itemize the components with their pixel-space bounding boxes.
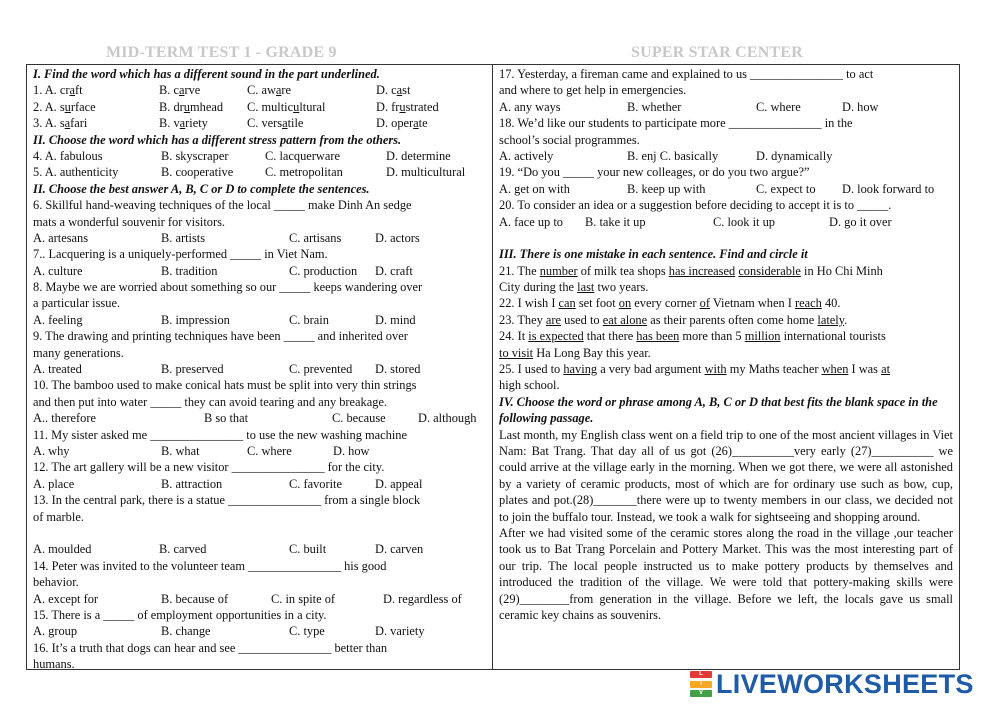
column-divider — [492, 64, 493, 670]
question-24: 24. It is expected that there has been more than 5 million international tourists — [499, 329, 886, 344]
reading-passage — [499, 427, 953, 624]
question-8-text: 8. Maybe we are worried about something so our _____ keeps wandering over — [33, 280, 423, 295]
logo-text: LIVEWORKSHEETS — [716, 668, 974, 699]
section-heading: IV. Choose the word or phrase among A, B, C or D that best fits the blank space in the following passage. — [499, 394, 938, 426]
question-10-text: and then put into water _____ they can avoid tearing and any breakage. — [33, 394, 388, 409]
question-18-text: 18. We’d like our students to participate more _______________ in the — [499, 116, 853, 131]
question-20-options: A. face up to B. take it up C. look it up D. go it over — [499, 214, 892, 229]
question-20-text: 20. To consider an idea or a suggestion before deciding to accept it is to _____. — [499, 198, 892, 213]
question-11-options: A. why B. what C. where D. how — [33, 443, 370, 458]
question-13-options: A. moulded B. carved C. built D. carven — [33, 542, 424, 557]
question-7-options: A. culture B. tradition C. production D. craft — [33, 263, 413, 278]
question-23: 23. They are used to eat alone as their parents often come home lately. — [499, 312, 848, 327]
question-10-options: A.. therefore B so that C. because D. although — [33, 411, 477, 426]
question-19-options: A. get on with B. keep up with C. expect to D. look forward to — [499, 181, 935, 196]
question-3: 3. A. safari B. variety C. versatile D. operate — [33, 116, 428, 131]
question-25: 25. I used to having a very bad argument with my Maths teacher when I was at — [499, 362, 891, 377]
question-17-text: 17. Yesterday, a fireman came and explained to us _______________ to act — [499, 67, 874, 81]
passage-paragraph: After we had visited some of the ceramic stores along the road in the village ,our teacher took us to Bat Trang Porcelain and Pottery Market. This was the most interesting part of our trip. The local people instructed us to make pottery products by themselves and introduced the tradition of the village. We were told that pottery-making skills were (29)________from generation in the village. Before we left, the locals gave us small ceramic key chains as souvenirs. — [499, 526, 953, 623]
page-title-left: MID-TERM TEST 1 - GRADE 9 — [106, 44, 337, 61]
page-title-right: SUPER STAR CENTER — [631, 44, 804, 61]
question-12-options: A. place B. attraction C. favorite D. appeal — [33, 476, 423, 491]
question-2: 2. A. surface B. drumhead C. multicultural D. frustrated — [33, 99, 439, 114]
question-15-options: A. group B. change C. type D. variety — [33, 624, 425, 639]
question-8-text: a particular issue. — [33, 296, 121, 311]
question-12-text: 12. The art gallery will be a new visitor _______________ for the city. — [33, 460, 385, 475]
question-16-text: humans. — [33, 657, 75, 672]
question-10-text: 10. The bamboo used to make conical hats must be split into very thin strings — [33, 378, 417, 393]
question-6-text: mats a wonderful souvenir for visitors. — [33, 214, 226, 229]
question-11-text: 11. My sister asked me _______________ to use the new washing machine — [33, 427, 407, 442]
question-6-text: 6. Skillful hand-weaving techniques of the local _____ make Dinh An sedge — [33, 198, 412, 213]
liveworksheets-logo — [690, 668, 974, 700]
question-14-options: A. except for B. because of C. in spite of D. regardless of — [33, 591, 462, 606]
question-14-text: 14. Peter was invited to the volunteer team _______________ his good — [33, 558, 387, 573]
section-heading: III. There is one mistake in each sentence. Find and circle it — [499, 247, 808, 262]
question-9-options: A. treated B. preserved C. prevented D. stored — [33, 362, 421, 377]
question-5: 5. A. authenticity B. cooperative C. metropolitan D. multicultural — [33, 165, 466, 180]
question-17-options: A. any ways B. whether C. where D. how — [499, 99, 879, 114]
question-17-text: and where to get help in emergencies. — [499, 83, 687, 98]
logo-mark-icon: L I V — [690, 671, 712, 697]
section-heading: II. Choose the word which has a different stress pattern from the others. — [33, 132, 402, 147]
question-9-text: many generations. — [33, 345, 124, 360]
section-heading: II. Choose the best answer A, B, C or D to complete the sentences. — [33, 181, 370, 196]
question-13-text: of marble. — [33, 509, 84, 524]
question-21: City during the last two years. — [499, 280, 649, 295]
question-18-options: A. actively B. enj C. basically D. dynamically — [499, 148, 833, 163]
question-18-text: school’s social programmes. — [499, 132, 640, 147]
question-7-text: 7.. Lacquering is a uniquely-performed _____ in Viet Nam. — [33, 247, 328, 262]
question-25: high school. — [499, 378, 560, 393]
section-heading: I. Find the word which has a different sound in the part underlined. — [33, 67, 380, 81]
question-14-text: behavior. — [33, 575, 79, 590]
question-22: 22. I wish I can set foot on every corner of Vietnam when I reach 40. — [499, 296, 841, 311]
question-8-options: A. feeling B. impression C. brain D. mind — [33, 312, 416, 327]
passage-paragraph: Last month, my English class went on a field trip to one of the most ancient villages in Viet Nam: Bat Trang. That day all of us got (26)__________very early (27)__________ we could arrive at the village early in the morning. When we got there, we were all astonished by a variety of ceramic products, most of which are for ordinary use such as bow, cup, plates and pot.(28)_______there were up to twenty members in our class, we decided not to join the buffalo tour. Instead, we took a walk for sightseeing and shopping around. — [499, 427, 953, 524]
left-column — [33, 66, 485, 672]
question-21: 21. The number of milk tea shops has increased considerable in Ho Chi Minh — [499, 263, 883, 278]
question-4: 4. A. fabulous B. skyscraper C. lacquerware D. determine — [33, 148, 451, 163]
question-6-options: A. artesans B. artists C. artisans D. actors — [33, 230, 420, 245]
question-9-text: 9. The drawing and printing techniques have been _____ and inherited over — [33, 329, 408, 344]
question-24: to visit Ha Long Bay this year. — [499, 345, 651, 360]
question-13-text: 13. In the central park, there is a statue _______________ from a single block — [33, 493, 421, 508]
question-16-text: 16. It’s a truth that dogs can hear and see _______________ better than — [33, 640, 388, 655]
question-19-text: 19. “Do you _____ your new colleages, or do you two argue?” — [499, 165, 810, 180]
question-15-text: 15. There is a _____ of employment opportunities in a city. — [33, 607, 327, 622]
right-column — [499, 66, 953, 624]
question-1: 1. A. craft B. carve C. aware D. cast — [33, 83, 411, 98]
